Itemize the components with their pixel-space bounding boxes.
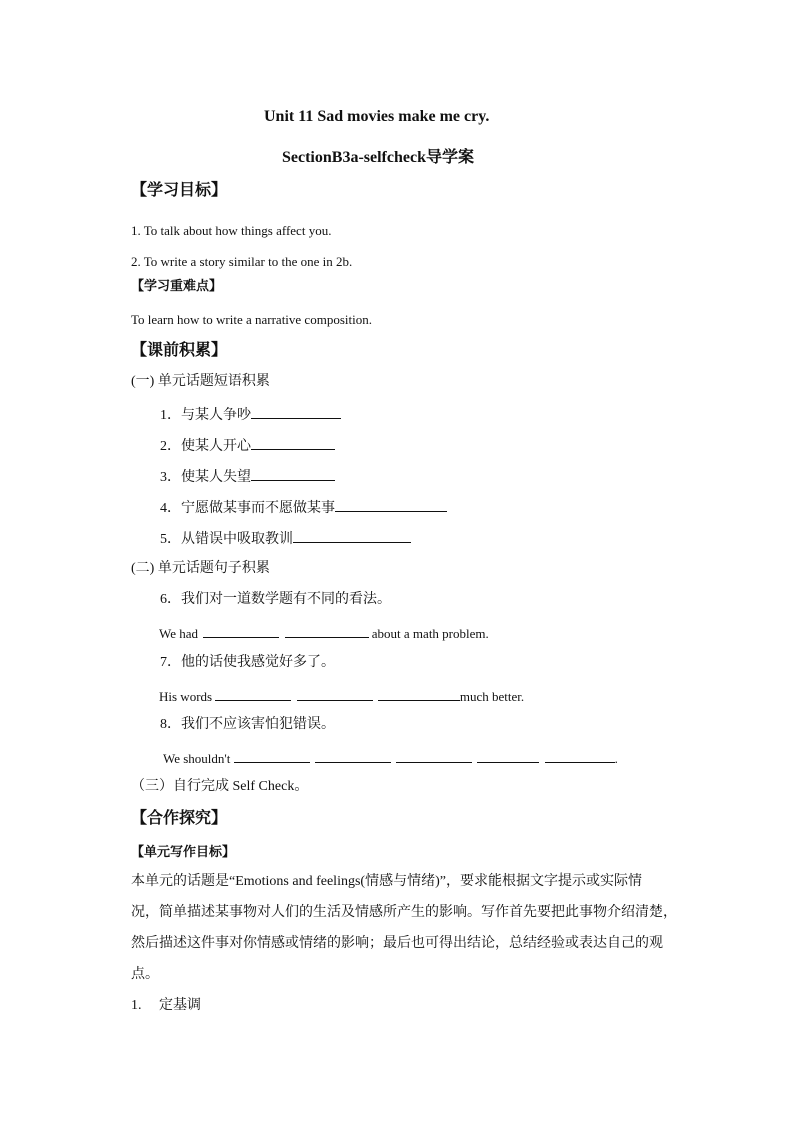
document-title: Unit 11 Sad movies make me cry. [264, 108, 490, 125]
objective-item: 1. To talk about how things affect you. [131, 223, 332, 238]
answer-blank[interactable] [396, 750, 472, 763]
phrase-label: 2．使某人开心 [160, 439, 251, 454]
answer-start: We had [159, 626, 199, 641]
objectives-heading: 【学习目标】 [131, 182, 228, 199]
answer-blank[interactable] [215, 688, 291, 701]
preview-heading: 【课前积累】 [131, 342, 228, 359]
phrase-label: 5．从错误中吸取教训 [160, 532, 293, 547]
sentence-answer-6 [159, 625, 489, 640]
phrase-item-5 [160, 530, 411, 547]
answer-blank[interactable] [297, 688, 373, 701]
paragraph-line: 点。 [131, 967, 159, 982]
answer-blank[interactable] [251, 437, 335, 450]
part2-heading: (二) 单元话题句子积累 [131, 561, 270, 576]
cooperation-heading: 【合作探究】 [131, 810, 228, 827]
answer-blank[interactable] [378, 688, 460, 701]
answer-blank[interactable] [279, 406, 341, 419]
answer-blank[interactable] [234, 750, 310, 763]
phrase-label: 4．宁愿做某事而不愿做某事 [160, 501, 335, 516]
phrase-item-2 [160, 437, 335, 454]
answer-blank[interactable] [203, 625, 279, 638]
answer-start: His words [159, 689, 213, 704]
answer-blank[interactable] [363, 499, 447, 512]
part1-heading: (一) 单元话题短语积累 [131, 374, 270, 389]
step-text: 定基调 [159, 998, 201, 1013]
phrase-item-1 [160, 406, 341, 423]
part3-text: （三）自行完成 Self Check。 [131, 779, 309, 794]
key-points-heading: 【学习重难点】 [131, 278, 223, 293]
answer-blank[interactable] [315, 750, 391, 763]
answer-blank[interactable] [285, 625, 369, 638]
answer-blank[interactable] [251, 406, 279, 419]
phrase-label: 1．与某人争吵 [160, 408, 251, 423]
objective-item: 2. To write a story similar to the one in 2b. [131, 254, 353, 269]
document-subtitle: SectionB3a-selfcheck导学案 [282, 149, 474, 166]
answer-end: much better. [459, 689, 525, 704]
answer-blank[interactable] [477, 750, 539, 763]
phrase-label: 3．使某人失望 [160, 470, 251, 485]
phrase-item-3 [160, 468, 335, 485]
answer-blank[interactable] [251, 468, 335, 481]
paragraph-line: 况，简单描述某事物对人们的生活及情感所产生的影响。写作首先要把此事物介绍清楚， [131, 905, 677, 920]
sentence-prompt-7: 7．他的话使我感觉好多了。 [160, 655, 335, 670]
paragraph-line: 本单元的话题是“Emotions and feelings(情感与情绪)”，要求能根据文字提示或实际情 [131, 874, 642, 889]
writing-goal-heading: 【单元写作目标】 [131, 844, 236, 859]
step-number: 1. [131, 998, 142, 1013]
answer-blank[interactable] [545, 750, 615, 763]
key-points-text: To learn how to write a narrative composition. [131, 312, 372, 327]
phrase-item-4 [160, 499, 447, 516]
sentence-prompt-8: 8．我们不应该害怕犯错误。 [160, 717, 335, 732]
answer-end: . [614, 751, 618, 766]
answer-blank[interactable] [335, 499, 363, 512]
answer-start: We shouldn't [163, 751, 231, 766]
step-1 [131, 999, 201, 1013]
paragraph-line: 然后描述这件事对你情感或情绪的影响；最后也可得出结论，总结经验或表达自己的观 [131, 936, 663, 951]
sentence-prompt-6: 6．我们对一道数学题有不同的看法。 [160, 592, 391, 607]
sentence-answer-7 [159, 688, 524, 703]
answer-blank[interactable] [293, 530, 411, 543]
answer-end: about a math problem. [371, 626, 489, 641]
sentence-answer-8 [163, 750, 618, 765]
